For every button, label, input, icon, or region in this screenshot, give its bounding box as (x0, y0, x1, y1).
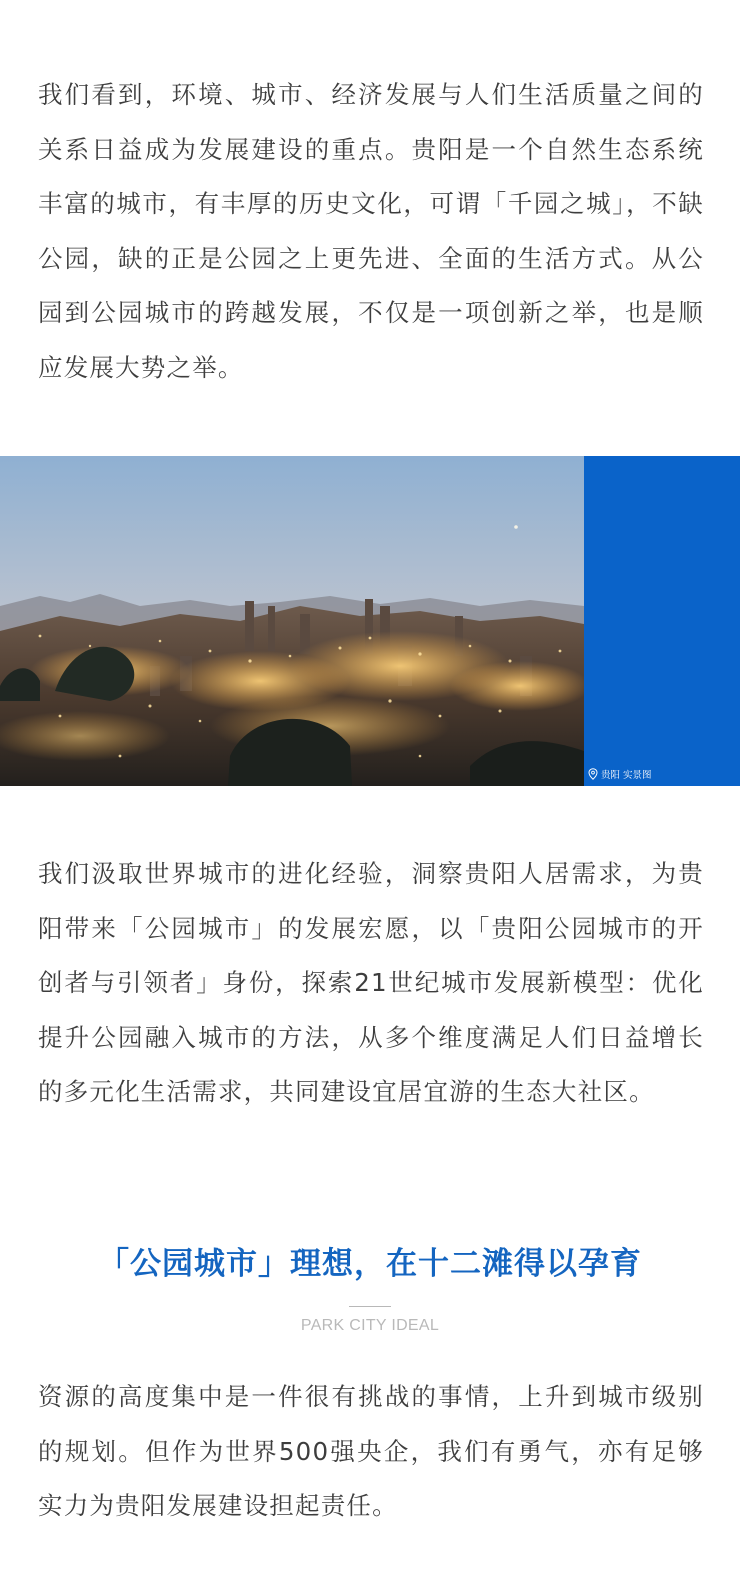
section-title: 「公园城市」理想，在十二滩得以孕育 (98, 1246, 642, 1282)
blue-side-panel (584, 456, 740, 786)
section-subtitle: PARK CITY IDEAL (300, 1317, 440, 1334)
photo-caption-text: 贵阳 实景图 (601, 770, 652, 781)
guiyang-night-city-photo (0, 456, 584, 786)
section-paragraph: 资源的高度集中是一件很有挑战的事情，上升到城市级别的规划。但作为世界500强央企，我们有勇气，亦有足够实力为贵阳发展建设担起责任。 (38, 1382, 704, 1521)
city-photo-band (0, 456, 740, 786)
photo-caption (588, 767, 652, 781)
vision-paragraph: 我们汲取世界城市的进化经验，洞察贵阳人居需求，为贵阳带来「公园城市」的发展宏愿，以「贵阳公园城市的开创者与引领者」身份，探索21世纪城市发展新模型：优化提升公园融入城市的方法，从多个维度满足人们日益增长的多元化生活需求，共同建设宜居宜游的生态大社区。 (38, 859, 704, 1107)
title-divider (349, 1306, 391, 1307)
intro-paragraph: 我们看到，环境、城市、经济发展与人们生活质量之间的关系日益成为发展建设的重点。贵阳是一个自然生态系统丰富的城市，有丰厚的历史文化，可谓「千园之城」，不缺公园，缺的正是公园之上更先进、全面的生活方式。从公园到公园城市的跨越发展，不仅是一项创新之举，也是顺应发展大势之举。 (38, 80, 704, 382)
location-pin-icon (588, 768, 598, 780)
